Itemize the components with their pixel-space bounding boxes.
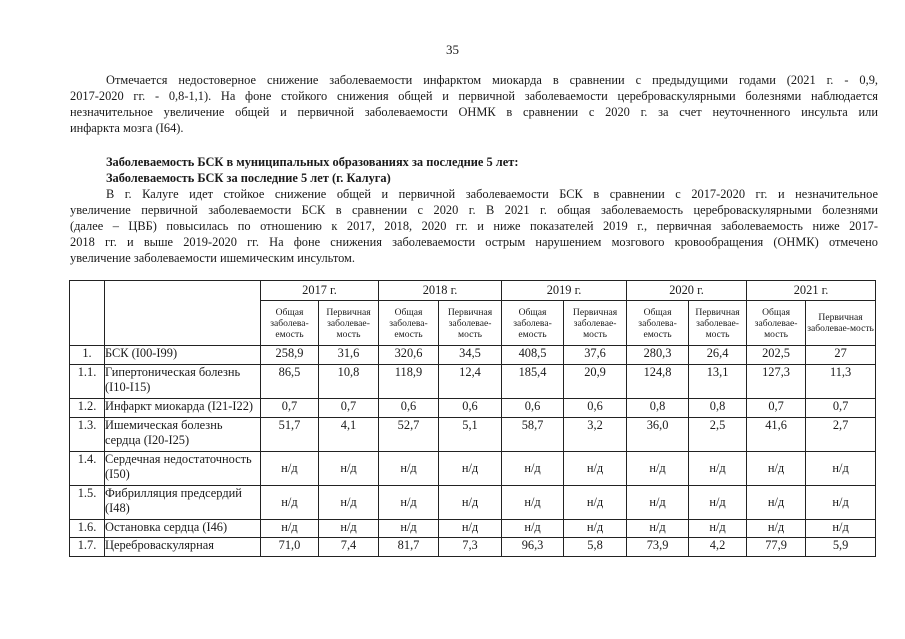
- value-cell: н/д: [439, 486, 502, 520]
- value-cell: 58,7: [502, 418, 564, 452]
- value-cell: 41,6: [747, 418, 806, 452]
- row-name: БСК (I00-I99): [105, 346, 261, 365]
- year-header: 2021 г.: [747, 281, 876, 301]
- value-cell: 2,5: [689, 418, 747, 452]
- subheader-total: Общая заболевае-мость: [747, 301, 806, 346]
- value-cell: н/д: [627, 452, 689, 486]
- table-row: [70, 346, 876, 365]
- text-line: В г. Калуге идет стойкое снижение общей и первичной заболеваемости БСК в сравнении с 2017-2020 гг. и незначительное: [106, 187, 878, 201]
- value-cell: 0,6: [564, 399, 627, 418]
- value-cell: н/д: [502, 520, 564, 538]
- header-name-cell: [105, 281, 261, 346]
- row-number: 1.1.: [70, 365, 105, 399]
- value-cell: н/д: [502, 452, 564, 486]
- subheader-primary: Первичная заболевае-мость: [439, 301, 502, 346]
- value-cell: 0,6: [379, 399, 439, 418]
- year-header: 2018 г.: [379, 281, 502, 301]
- year-header-row: [70, 281, 876, 301]
- value-cell: 2,7: [806, 418, 876, 452]
- value-cell: 5,8: [564, 538, 627, 557]
- value-cell: 77,9: [747, 538, 806, 557]
- value-cell: 26,4: [689, 346, 747, 365]
- body-paragraph: [70, 186, 878, 266]
- subheader-primary: Первичная заболевае-мость: [319, 301, 379, 346]
- value-cell: н/д: [689, 452, 747, 486]
- table-row: [70, 418, 876, 452]
- value-cell: 20,9: [564, 365, 627, 399]
- subheader-total: Общая заболева-емость: [261, 301, 319, 346]
- value-cell: 280,3: [627, 346, 689, 365]
- row-number: 1.4.: [70, 452, 105, 486]
- text-line: увеличение заболеваемости ишемическим инсультом.: [70, 251, 355, 265]
- text-line: увеличение первичной заболеваемости БСК в сравнении с 2020 г. В 2021 г. общая заболеваемость цереброваскулярными болезнями: [70, 203, 878, 217]
- value-cell: 31,6: [319, 346, 379, 365]
- text-line: 2017-2020 гг. - 0,8-1,1). На фоне стойкого снижения общей и первичной заболеваемости цереброваскулярными болезнями наблюдается: [70, 89, 878, 103]
- subheader-total: Общая заболева-емость: [379, 301, 439, 346]
- value-cell: 0,7: [261, 399, 319, 418]
- value-cell: 0,7: [319, 399, 379, 418]
- value-cell: 12,4: [439, 365, 502, 399]
- value-cell: н/д: [747, 486, 806, 520]
- table-row: [70, 365, 876, 399]
- value-cell: н/д: [439, 520, 502, 538]
- subheader-primary: Первичная заболевае-мость: [564, 301, 627, 346]
- value-cell: н/д: [627, 520, 689, 538]
- value-cell: 0,8: [627, 399, 689, 418]
- value-cell: н/д: [627, 486, 689, 520]
- value-cell: 408,5: [502, 346, 564, 365]
- section-heading: Заболеваемость БСК в муниципальных образованиях за последние 5 лет:: [106, 155, 519, 169]
- value-cell: н/д: [319, 486, 379, 520]
- row-name: Фибрилляция предсердий (I48): [105, 486, 261, 520]
- row-name: Сердечная недостаточность (I50): [105, 452, 261, 486]
- value-cell: н/д: [564, 520, 627, 538]
- value-cell: н/д: [806, 486, 876, 520]
- value-cell: 0,7: [806, 399, 876, 418]
- value-cell: 0,8: [689, 399, 747, 418]
- value-cell: 73,9: [627, 538, 689, 557]
- table-row: [70, 486, 876, 520]
- value-cell: 81,7: [379, 538, 439, 557]
- value-cell: н/д: [502, 486, 564, 520]
- value-cell: 0,7: [747, 399, 806, 418]
- value-cell: 86,5: [261, 365, 319, 399]
- year-header: 2019 г.: [502, 281, 627, 301]
- row-number: 1.: [70, 346, 105, 365]
- value-cell: н/д: [379, 486, 439, 520]
- morbidity-table: [69, 280, 876, 557]
- row-number: 1.2.: [70, 399, 105, 418]
- row-name: Цереброваскулярная: [105, 538, 261, 557]
- value-cell: 36,0: [627, 418, 689, 452]
- table-row: [70, 520, 876, 538]
- text-line: 2018 гг. и выше 2019-2020 гг. На фоне снижения заболеваемости острым нарушением мозгового кровообращения (ОНМК) отмечено: [70, 235, 878, 249]
- page-number: 35: [446, 42, 459, 57]
- value-cell: 7,4: [319, 538, 379, 557]
- value-cell: 124,8: [627, 365, 689, 399]
- value-cell: н/д: [261, 486, 319, 520]
- row-number: 1.5.: [70, 486, 105, 520]
- value-cell: 202,5: [747, 346, 806, 365]
- value-cell: н/д: [564, 452, 627, 486]
- header-num-cell: [70, 281, 105, 346]
- value-cell: 27: [806, 346, 876, 365]
- value-cell: н/д: [689, 486, 747, 520]
- year-header: 2017 г.: [261, 281, 379, 301]
- value-cell: 34,5: [439, 346, 502, 365]
- text-line: инфаркта мозга (I64).: [70, 121, 184, 135]
- table-row: [70, 399, 876, 418]
- value-cell: 11,3: [806, 365, 876, 399]
- text-line: Отмечается недостоверное снижение заболеваемости инфарктом миокарда в сравнении с предыдущими годами (2021 г. - 0,9,: [106, 73, 878, 87]
- subheader-primary: Первичная заболевае-мость: [689, 301, 747, 346]
- row-name: Остановка сердца (I46): [105, 520, 261, 538]
- value-cell: 118,9: [379, 365, 439, 399]
- value-cell: н/д: [319, 520, 379, 538]
- year-header: 2020 г.: [627, 281, 747, 301]
- value-cell: 5,9: [806, 538, 876, 557]
- value-cell: 4,2: [689, 538, 747, 557]
- subheader-total: Общая заболева-емость: [627, 301, 689, 346]
- value-cell: 51,7: [261, 418, 319, 452]
- value-cell: н/д: [806, 452, 876, 486]
- row-name: Гипертоническая болезнь (I10-I15): [105, 365, 261, 399]
- value-cell: 258,9: [261, 346, 319, 365]
- subheader-total: Общая заболева-емость: [502, 301, 564, 346]
- subheader-primary: Первичная заболевае-мость: [806, 301, 876, 346]
- table-row: [70, 538, 876, 557]
- table-body: [70, 346, 876, 557]
- value-cell: 320,6: [379, 346, 439, 365]
- value-cell: н/д: [689, 520, 747, 538]
- value-cell: н/д: [806, 520, 876, 538]
- value-cell: н/д: [564, 486, 627, 520]
- value-cell: 13,1: [689, 365, 747, 399]
- value-cell: н/д: [319, 452, 379, 486]
- value-cell: 96,3: [502, 538, 564, 557]
- value-cell: 127,3: [747, 365, 806, 399]
- row-name: Ишемическая болезнь сердца (I20-I25): [105, 418, 261, 452]
- value-cell: н/д: [379, 452, 439, 486]
- value-cell: 52,7: [379, 418, 439, 452]
- value-cell: 10,8: [319, 365, 379, 399]
- value-cell: 37,6: [564, 346, 627, 365]
- row-name: Инфаркт миокарда (I21-I22): [105, 399, 261, 418]
- row-number: 1.7.: [70, 538, 105, 557]
- value-cell: 0,6: [502, 399, 564, 418]
- value-cell: н/д: [439, 452, 502, 486]
- text-line: незначительное увеличение общей и первичной заболеваемости ОНМК в сравнении с 2020 г. за счет неуточненного инсульта или: [70, 105, 878, 119]
- value-cell: 71,0: [261, 538, 319, 557]
- value-cell: н/д: [261, 520, 319, 538]
- table-row: [70, 452, 876, 486]
- subsection-heading: Заболеваемость БСК за последние 5 лет (г. Калуга): [106, 171, 391, 185]
- value-cell: 185,4: [502, 365, 564, 399]
- value-cell: 7,3: [439, 538, 502, 557]
- value-cell: 4,1: [319, 418, 379, 452]
- value-cell: 3,2: [564, 418, 627, 452]
- row-number: 1.6.: [70, 520, 105, 538]
- value-cell: н/д: [261, 452, 319, 486]
- row-number: 1.3.: [70, 418, 105, 452]
- value-cell: н/д: [747, 520, 806, 538]
- intro-paragraph: [70, 72, 878, 136]
- value-cell: н/д: [747, 452, 806, 486]
- value-cell: н/д: [379, 520, 439, 538]
- text-line: (далее – ЦВБ) повысилась по отношению к 2017, 2018, 2020 гг. и ниже показателей 2019 г., первичная заболеваемость ниже 2017-: [70, 219, 878, 233]
- value-cell: 0,6: [439, 399, 502, 418]
- value-cell: 5,1: [439, 418, 502, 452]
